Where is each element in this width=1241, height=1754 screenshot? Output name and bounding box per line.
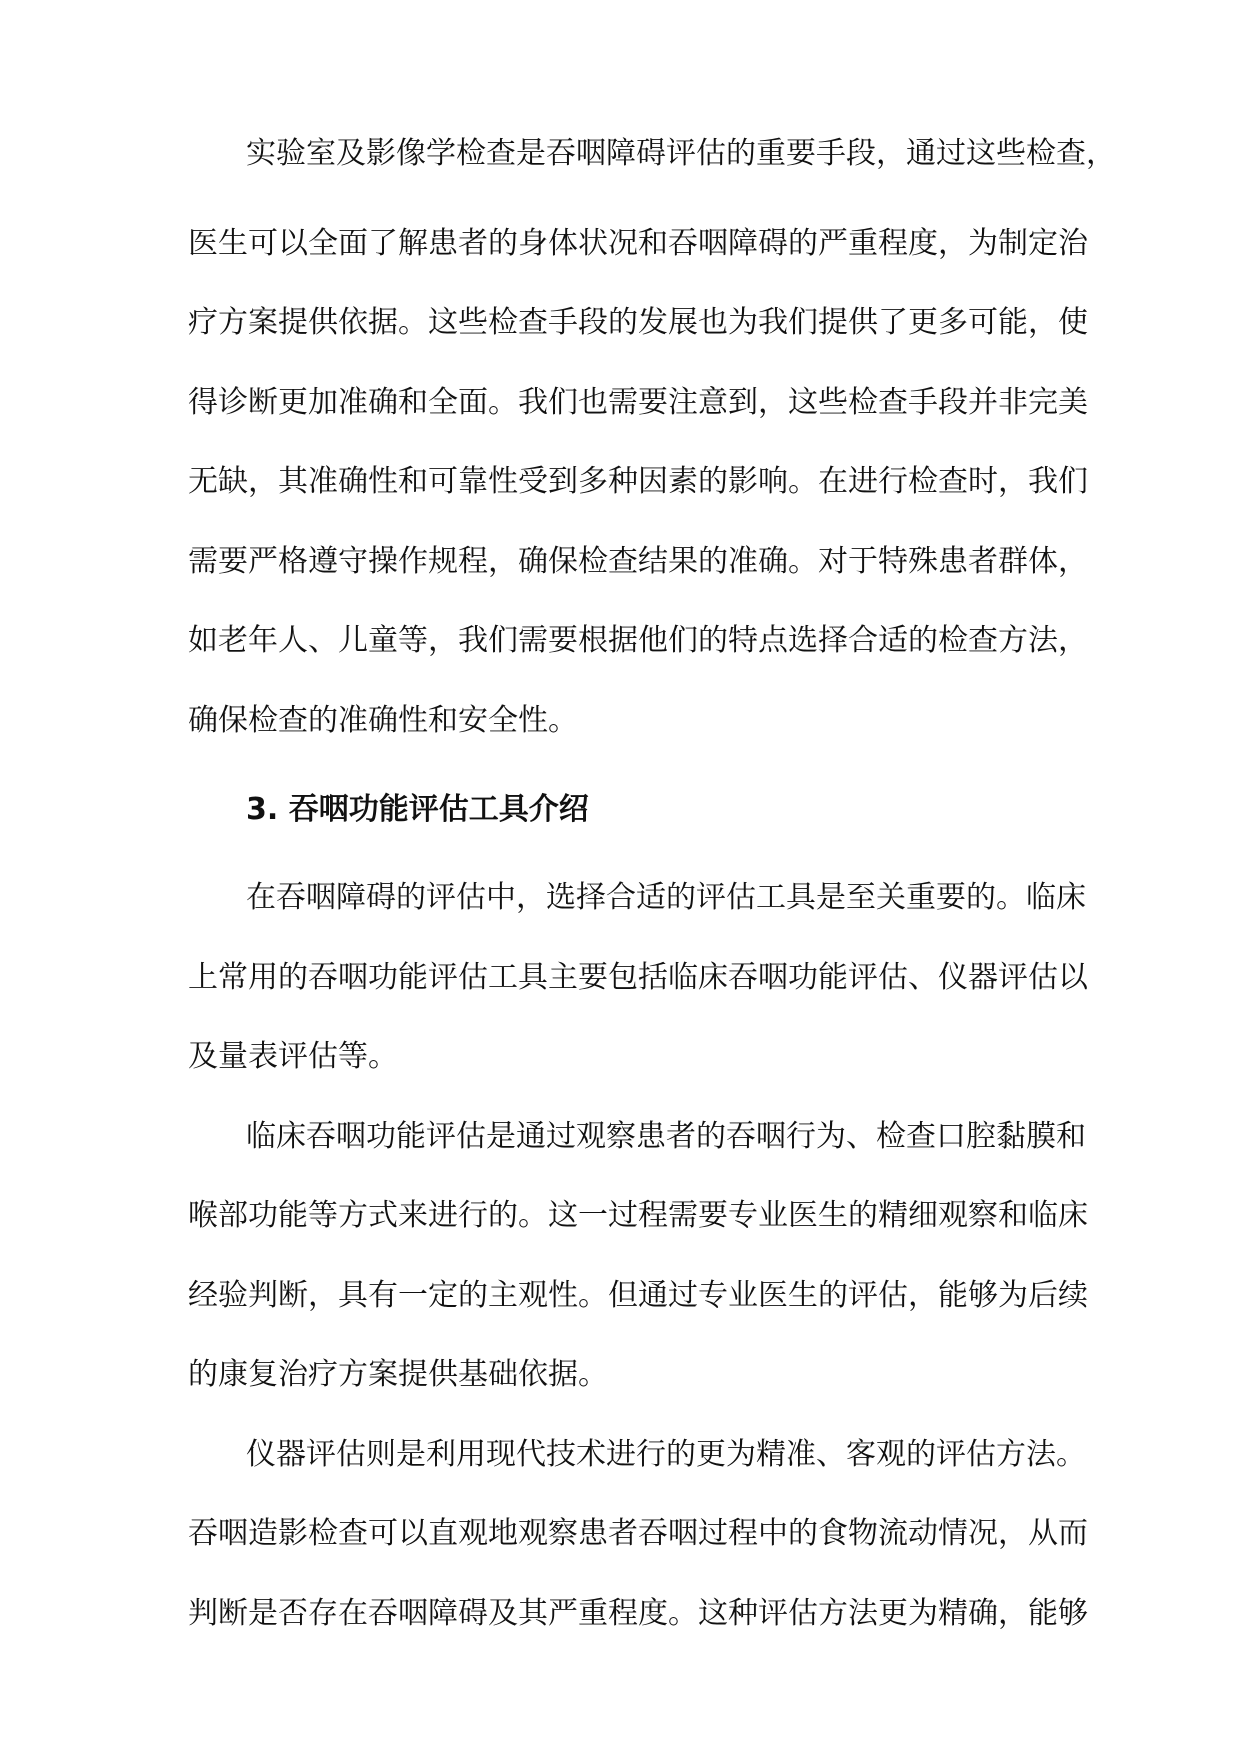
paragraph-1-line-6: 需要严格遵守操作规程，确保检查结果的准确。对于特殊患者群体， bbox=[188, 544, 1088, 579]
paragraph-1-line-5: 无缺，其准确性和可靠性受到多种因素的影响。在进行检查时，我们 bbox=[188, 464, 1088, 499]
paragraph-3-line-1: 临床吞咽功能评估是通过观察患者的吞咽行为、检查口腔黏膜和 bbox=[246, 1119, 1086, 1154]
paragraph-3-line-2: 喉部功能等方式来进行的。这一过程需要专业医生的精细观察和临床 bbox=[188, 1198, 1088, 1233]
section-heading: 3. 吞咽功能评估工具介绍 bbox=[246, 792, 589, 827]
paragraph-1-line-7: 如老年人、儿童等，我们需要根据他们的特点选择合适的检查方法， bbox=[188, 623, 1088, 658]
paragraph-1-line-8: 确保检查的准确性和安全性。 bbox=[188, 703, 578, 738]
paragraph-4-line-3: 判断是否存在吞咽障碍及其严重程度。这种评估方法更为精确，能够 bbox=[188, 1596, 1088, 1631]
paragraph-1-line-2: 医生可以全面了解患者的身体状况和吞咽障碍的严重程度，为制定治 bbox=[188, 226, 1088, 261]
paragraph-2-line-2: 上常用的吞咽功能评估工具主要包括临床吞咽功能评估、仪器评估以 bbox=[188, 960, 1088, 995]
paragraph-3-line-4: 的康复治疗方案提供基础依据。 bbox=[188, 1357, 608, 1392]
paragraph-1-line-3: 疗方案提供依据。这些检查手段的发展也为我们提供了更多可能，使 bbox=[188, 305, 1088, 340]
paragraph-4-line-1: 仪器评估则是利用现代技术进行的更为精准、客观的评估方法。 bbox=[246, 1437, 1086, 1472]
paragraph-4-line-2: 吞咽造影检查可以直观地观察患者吞咽过程中的食物流动情况，从而 bbox=[188, 1516, 1088, 1551]
paragraph-2-line-1: 在吞咽障碍的评估中，选择合适的评估工具是至关重要的。临床 bbox=[246, 880, 1086, 915]
paragraph-3-line-3: 经验判断，具有一定的主观性。但通过专业医生的评估，能够为后续 bbox=[188, 1278, 1088, 1313]
paragraph-1-line-4: 得诊断更加准确和全面。我们也需要注意到，这些检查手段并非完美 bbox=[188, 385, 1088, 420]
paragraph-2-line-3: 及量表评估等。 bbox=[188, 1039, 398, 1074]
paragraph-1-line-1: 实验室及影像学检查是吞咽障碍评估的重要手段，通过这些检查， bbox=[246, 136, 1116, 171]
